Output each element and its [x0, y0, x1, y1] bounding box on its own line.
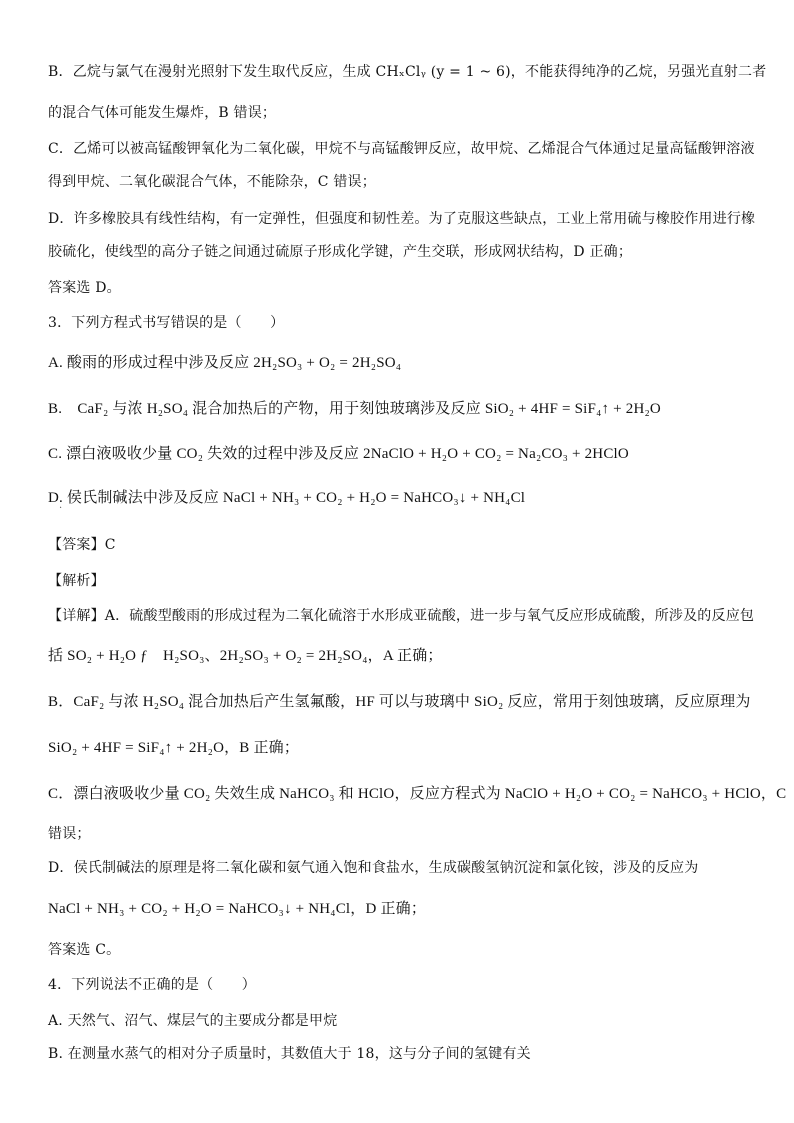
answer-line: 答案选 C。: [48, 942, 121, 958]
option-a: A. 天然气、沼气、煤层气的主要成分都是甲烷: [48, 1013, 338, 1029]
paragraph-line: C．乙烯可以被高锰酸钾氧化为二氧化碳，甲烷不与高锰酸钾反应，故甲烷、乙烯混合气体通过足量高锰酸钾溶液: [48, 141, 755, 157]
option-a: A. 酸雨的形成过程中涉及反应 2H₂SO₃ + O₂ = 2H₂SO₄: [48, 355, 402, 371]
paragraph-line: 得到甲烷、二氧化碳混合气体，不能除杂，C 错误；: [48, 174, 376, 190]
explanation-line: 括 SO₂ + H₂O ƒ H₂SO₃、2H₂SO₃ + O₂ = 2H₂SO₄，A 正确；: [48, 648, 443, 664]
option-d: D. 侯氏制碱法中涉及反应 NaCl + NH₃ + CO₂ + H₂O = NaHCO₃↓ + NH₄Cl: [48, 490, 526, 506]
explanation-line: D．侯氏制碱法的原理是将二氧化碳和氨气通入饱和食盐水，生成碳酸氢钠沉淀和氯化铵，涉及的反应为: [48, 860, 699, 876]
paragraph-line: D．许多橡胶具有线性结构，有一定弹性，但强度和韧性差。为了克服这些缺点，工业上常用硫与橡胶作用进行橡: [48, 211, 756, 227]
stray-mark: ·: [59, 503, 63, 514]
answer-heading: 【答案】C: [48, 537, 116, 553]
explanation-line: C．漂白液吸收少量 CO₂ 失效生成 NaHCO₃ 和 HClO，反应方程式为 NaClO + H₂O + CO₂ = NaHCO₃ + HClO，C: [48, 786, 787, 802]
explanation-line: 错误；: [48, 826, 91, 842]
analysis-heading: 【解析】: [48, 573, 105, 589]
paragraph-line: 胶硫化，使线型的高分子链之间通过硫原子形成化学键，产生交联，形成网状结构，D 正确；: [48, 244, 633, 260]
question-title: 4．下列说法不正确的是（ ）: [48, 977, 256, 993]
explanation-line: B．CaF₂ 与浓 H₂SO₄ 混合加热后产生氢氟酸，HF 可以与玻璃中 SiO₂ 反应，常用于刻蚀玻璃，反应原理为: [48, 694, 751, 710]
option-c: C. 漂白液吸收少量 CO₂ 失效的过程中涉及反应 2NaClO + H₂O + CO₂ = Na₂CO₃ + 2HClO: [48, 446, 629, 462]
question-title: 3．下列方程式书写错误的是（ ）: [48, 315, 285, 331]
answer-line: 答案选 D。: [48, 280, 121, 296]
paragraph-line: B．乙烷与氯气在漫射光照射下发生取代反应，生成 CHₓClᵧ (y = 1 ~ 6)，不能获得纯净的乙烷，另强光直射二者: [48, 64, 767, 80]
option-b: B. 在测量水蒸气的相对分子质量时，其数值大于 18，这与分子间的氢键有关: [48, 1046, 531, 1062]
option-b: B. CaF₂ 与浓 H₂SO₄ 混合加热后的产物，用于刻蚀玻璃涉及反应 SiO₂ + 4HF = SiF₄↑ + 2H₂O: [48, 401, 661, 417]
explanation-line: NaCl + NH₃ + CO₂ + H₂O = NaHCO₃↓ + NH₄Cl，D 正确；: [48, 901, 427, 917]
explanation-line: SiO₂ + 4HF = SiF₄↑ + 2H₂O，B 正确；: [48, 740, 300, 756]
paragraph-line: 的混合气体可能发生爆炸，B 错误；: [48, 105, 277, 121]
explanation-line: 【详解】A．硫酸型酸雨的形成过程为二氧化硫溶于水形成亚硫酸，进一步与氧气反应形成硫酸，所涉及的反应包: [48, 608, 755, 624]
